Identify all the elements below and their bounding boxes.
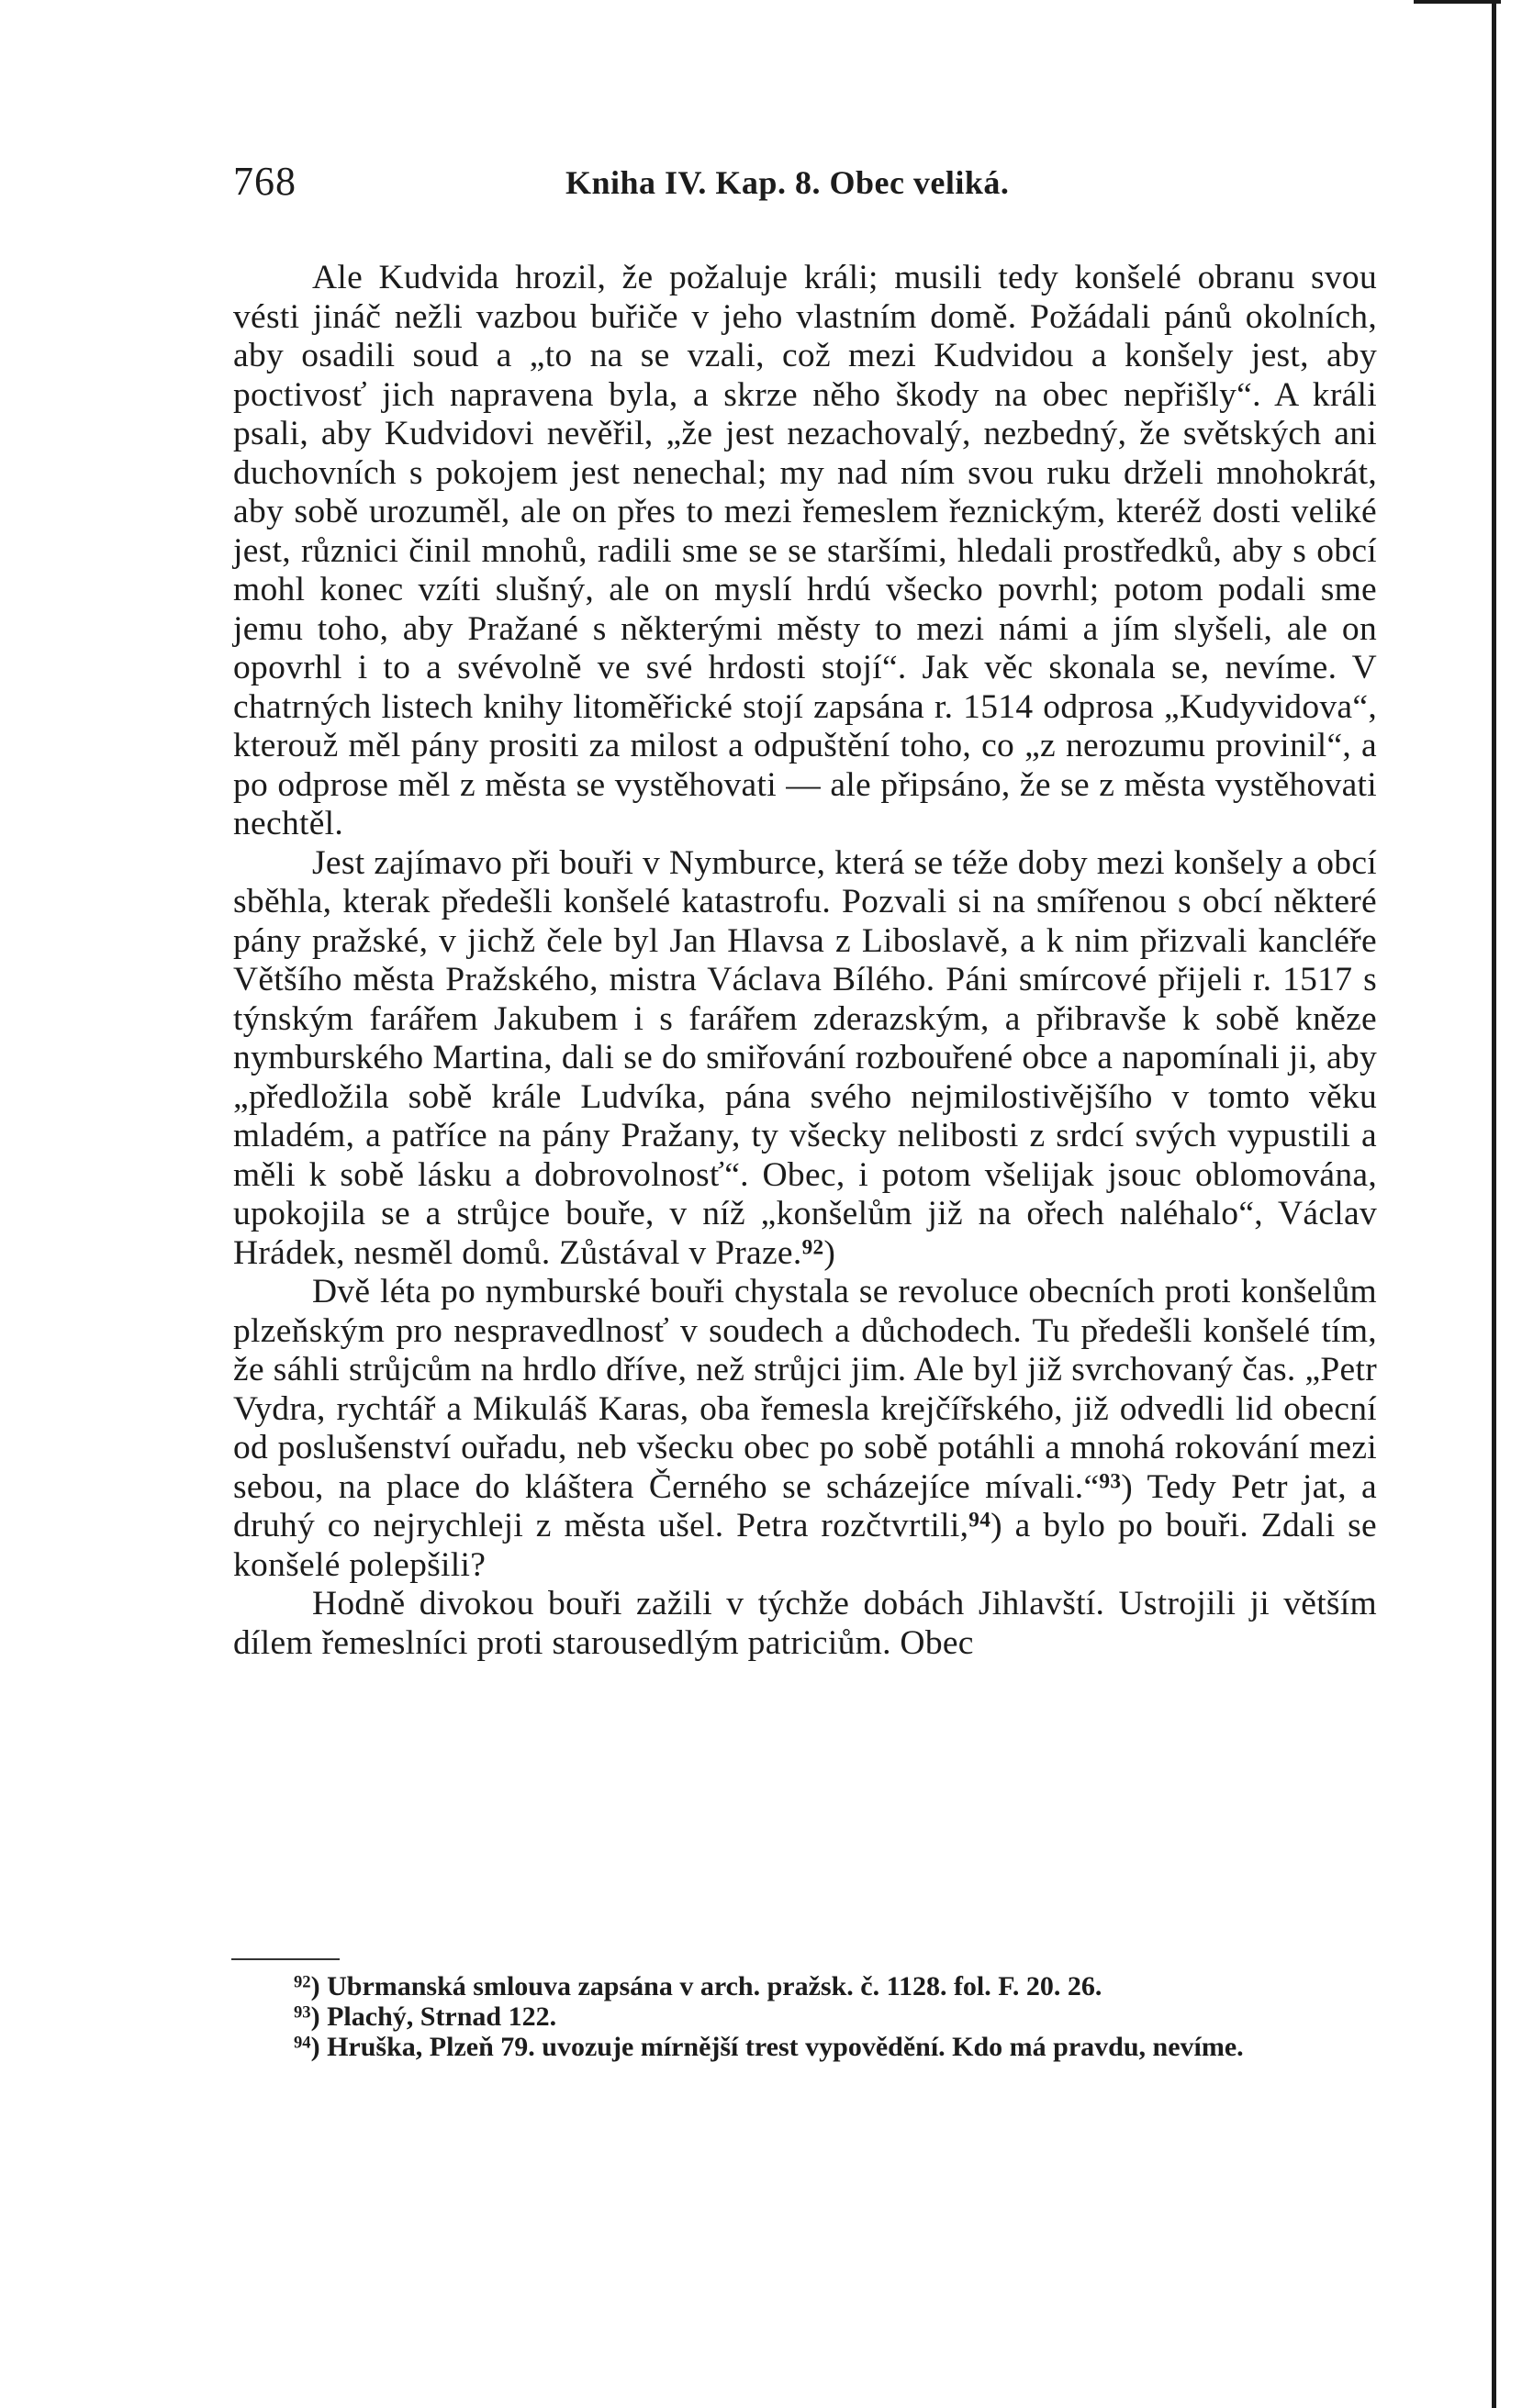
footnote-divider [231,1958,340,1960]
footnote-ref-92: 92 [801,1235,824,1260]
page-header [233,158,1377,213]
scan-border-right [1492,0,1496,2408]
running-head: Kniha IV. Kap. 8. Obec veliká. [565,164,1010,201]
paragraph-2: Jest zajímavo při bouři v Nymburce, která se téže doby mezi konšely a obcí sběhla, kterak předešli konšelé katastrofu. Pozvali si na smířenou s obcí některé pány pražské, v jichž čele byl Jan Hlavsa z Liboslavě, a k nim přizvali kancléře Většího města Pražského, mistra Václava Bílého. Páni smírcové přijeli r. 1517 s týnským farářem Jakubem i s farářem zderazským, a přibravše k sobě kněze nymburského Martina, dali se do smiřování rozbouřené obce a napomínali ji, aby „předložila sobě krále Ludvíka, pána svého nejmilostivějšího v tomto věku mladém, a patříce na pány Pražany, ty všecky nelibosti z srdcí svých vypustili a měli k sobě lásku a dobrovolnosť“. Obec, i potom všelijak jsouc oblomována, upokojila se a strůjce bouře, v níž „konšelům již na ořech naléhalo“, Václav Hrádek, nesměl domů. Zůstával v Praze.$^{92}$) [233,843,1377,1272]
paragraph-1: Ale Kudvida hrozil, že požaluje králi; musili tedy konšelé obranu svou vésti jináč nežli vazbou buřiče v jeho vlastním domě. Požádali pánů okolních, aby osadili soud a „to na se vzali, což mezi Kudvidou a konšely jest, aby poctivosť jich napravena byla, a skrze něho škody na obec nepřišly“. A králi psali, aby Kudvidovi nevěřil, „že jest nezachovalý, nezbedný, že světských ani duchovních s pokojem jest nenechal; my nad ním svou ruku drželi mnohokrát, aby sobě urozuměl, ale on přes to mezi řemeslem řeznickým, kteréž dosti veliké jest, různici činil mnohů, radili sme se se staršími, hledali prostředků, aby s obcí mohl konec vzíti slušný, ale on myslí hrdú všecko povrhl; potom podali sme jemu toho, aby Pražané s některými městy to mezi námi a jím slyšeli, ale on opovrhl i to a svévolně ve své hrdosti stojí“. Jak věc skonala se, nevíme. V chatrných listech knihy litoměřické stojí zapsána r. 1514 odprosa „Kudyvidova“, kterouž měl pány prositi za milost a odpuštění toho, co „z nerozumu provinil“, a po odprose měl z města se vystěhovati — ale připsáno, že se z města vystěhovati nechtěl. [233,259,1377,842]
footnote-ref-94: 94 [968,1508,991,1533]
footnote-ref-93: 93 [1099,1469,1122,1494]
page-number: 768 [233,159,297,204]
body-text [233,259,1377,1663]
paragraph-3: Dvě léta po nymburské bouři chystala se revoluce obecních proti konšelům plzeňským pro nespravedlnosť v soudech a důchodech. Tu předešli konšelé tím, že sáhli strůjcům na hrdlo dříve, než strůjci jim. Ale byl již svrchovaný čas. „Petr Vydra, rychtář a Mikuláš Karas, oba řemesla krejčířského, již odvedli lid obecní od poslušenství ouřadu, neb všecku obec po sobě potáhli a mnohá rokování mezi sebou, na place do kláštera Černého se scházejíce mívali.“$^{93}$) Tedy Petr jat, a druhý co nejrychleji z města ušel. Petra rozčtvrtili,$^{94}$) a bylo po bouři. Zdali se konšelé polepšili? [233,1273,1377,1584]
footnote-mark: 92 [294,1972,311,1992]
footnotes [233,1971,1377,2062]
paragraph-2-text: Jest zajímavo při bouři v Nymburce, která se téže doby mezi konšely a obcí sběhla, kterak předešli konšelé katastrofu. Pozvali si na smířenou s obcí některé pány pražské, v jichž čele byl Jan Hlavsa z Liboslavě, a k nim přizvali kancléře Většího města Pražského, mistra Václava Bílého. Páni smírcové přijeli r. 1517 s týnským farářem Jakubem i s farářem zderazským, a přibravše k sobě kněze nymburského Martina, dali se do smiřování rozbouřené obce a napomínali ji, aby „předložila sobě krále Ludvíka, pána svého nejmilostivějšího v tomto věku mladém, a patříce na pány Pražany, ty všecky nelibosti z srdcí svých vypustili a měli k sobě lásku a dobrovolnosť“. Obec, i potom všelijak jsouc oblomována, upokojila se a strůjce bouře, v níž „konšelům již na ořech naléhalo“, Václav Hrádek, nesměl domů. Zůstával v Praze. [233,843,1377,1272]
paragraph-3-text: Dvě léta po nymburské bouři chystala se revoluce obecních proti konšelům plzeňským pro nespravedlnosť v soudech a důchodech. Tu předešli konšelé tím, že sáhli strůjcům na hrdlo dříve, než strůjci jim. Ale byl již svrchovaný čas. „Petr Vydra, rychtář a Mikuláš Karas, oba řemesla krejčířského, již odvedli lid obecní od poslušenství ouřadu, neb všecku obec po sobě potáhli a mnohá rokování mezi sebou, na place do kláštera Černého se scházejíce mívali.“ [233,1273,1377,1506]
footnote-mark: 93 [294,2002,311,2023]
footnote-text: Plachý, Strnad 122. [327,2001,557,2032]
paragraph-3-continuation: Tedy Petr jat, a druhý co nejrychleji z města ušel. Petra rozčtvrtili, [233,1467,1377,1544]
scan-border-top [1414,0,1501,4]
footnote-94: $^{94}$) Hruška, Plzeň 79. uvozuje mírnější trest vypovědění. Kdo má pravdu, nevíme. [294,2032,1244,2062]
footnote-text: Hruška, Plzeň 79. uvozuje mírnější trest vypovědění. Kdo má pravdu, nevíme. [327,2032,1244,2062]
footnote-text: Ubrmanská smlouva zapsána v arch. pražsk. č. 1128. fol. F. 20. 26. [327,1971,1102,2001]
paragraph-4: Hodně divokou bouři zažili v týchže dobách Jihlavští. Ustrojili ji větším dílem řemeslníci proti starousedlým patriciům. Obec [233,1585,1377,1662]
paragraph-3-end: a bylo po bouři. Zdali se konšelé polepšili? [233,1507,1377,1584]
footnote-93: $^{93}$) Plachý, Strnad 122. [294,2001,557,2032]
footnote-92: $^{92}$) Ubrmanská smlouva zapsána v arch. pražsk. č. 1128. fol. F. 20. 26. [294,1971,1102,2001]
footnote-mark: 94 [294,2033,311,2053]
